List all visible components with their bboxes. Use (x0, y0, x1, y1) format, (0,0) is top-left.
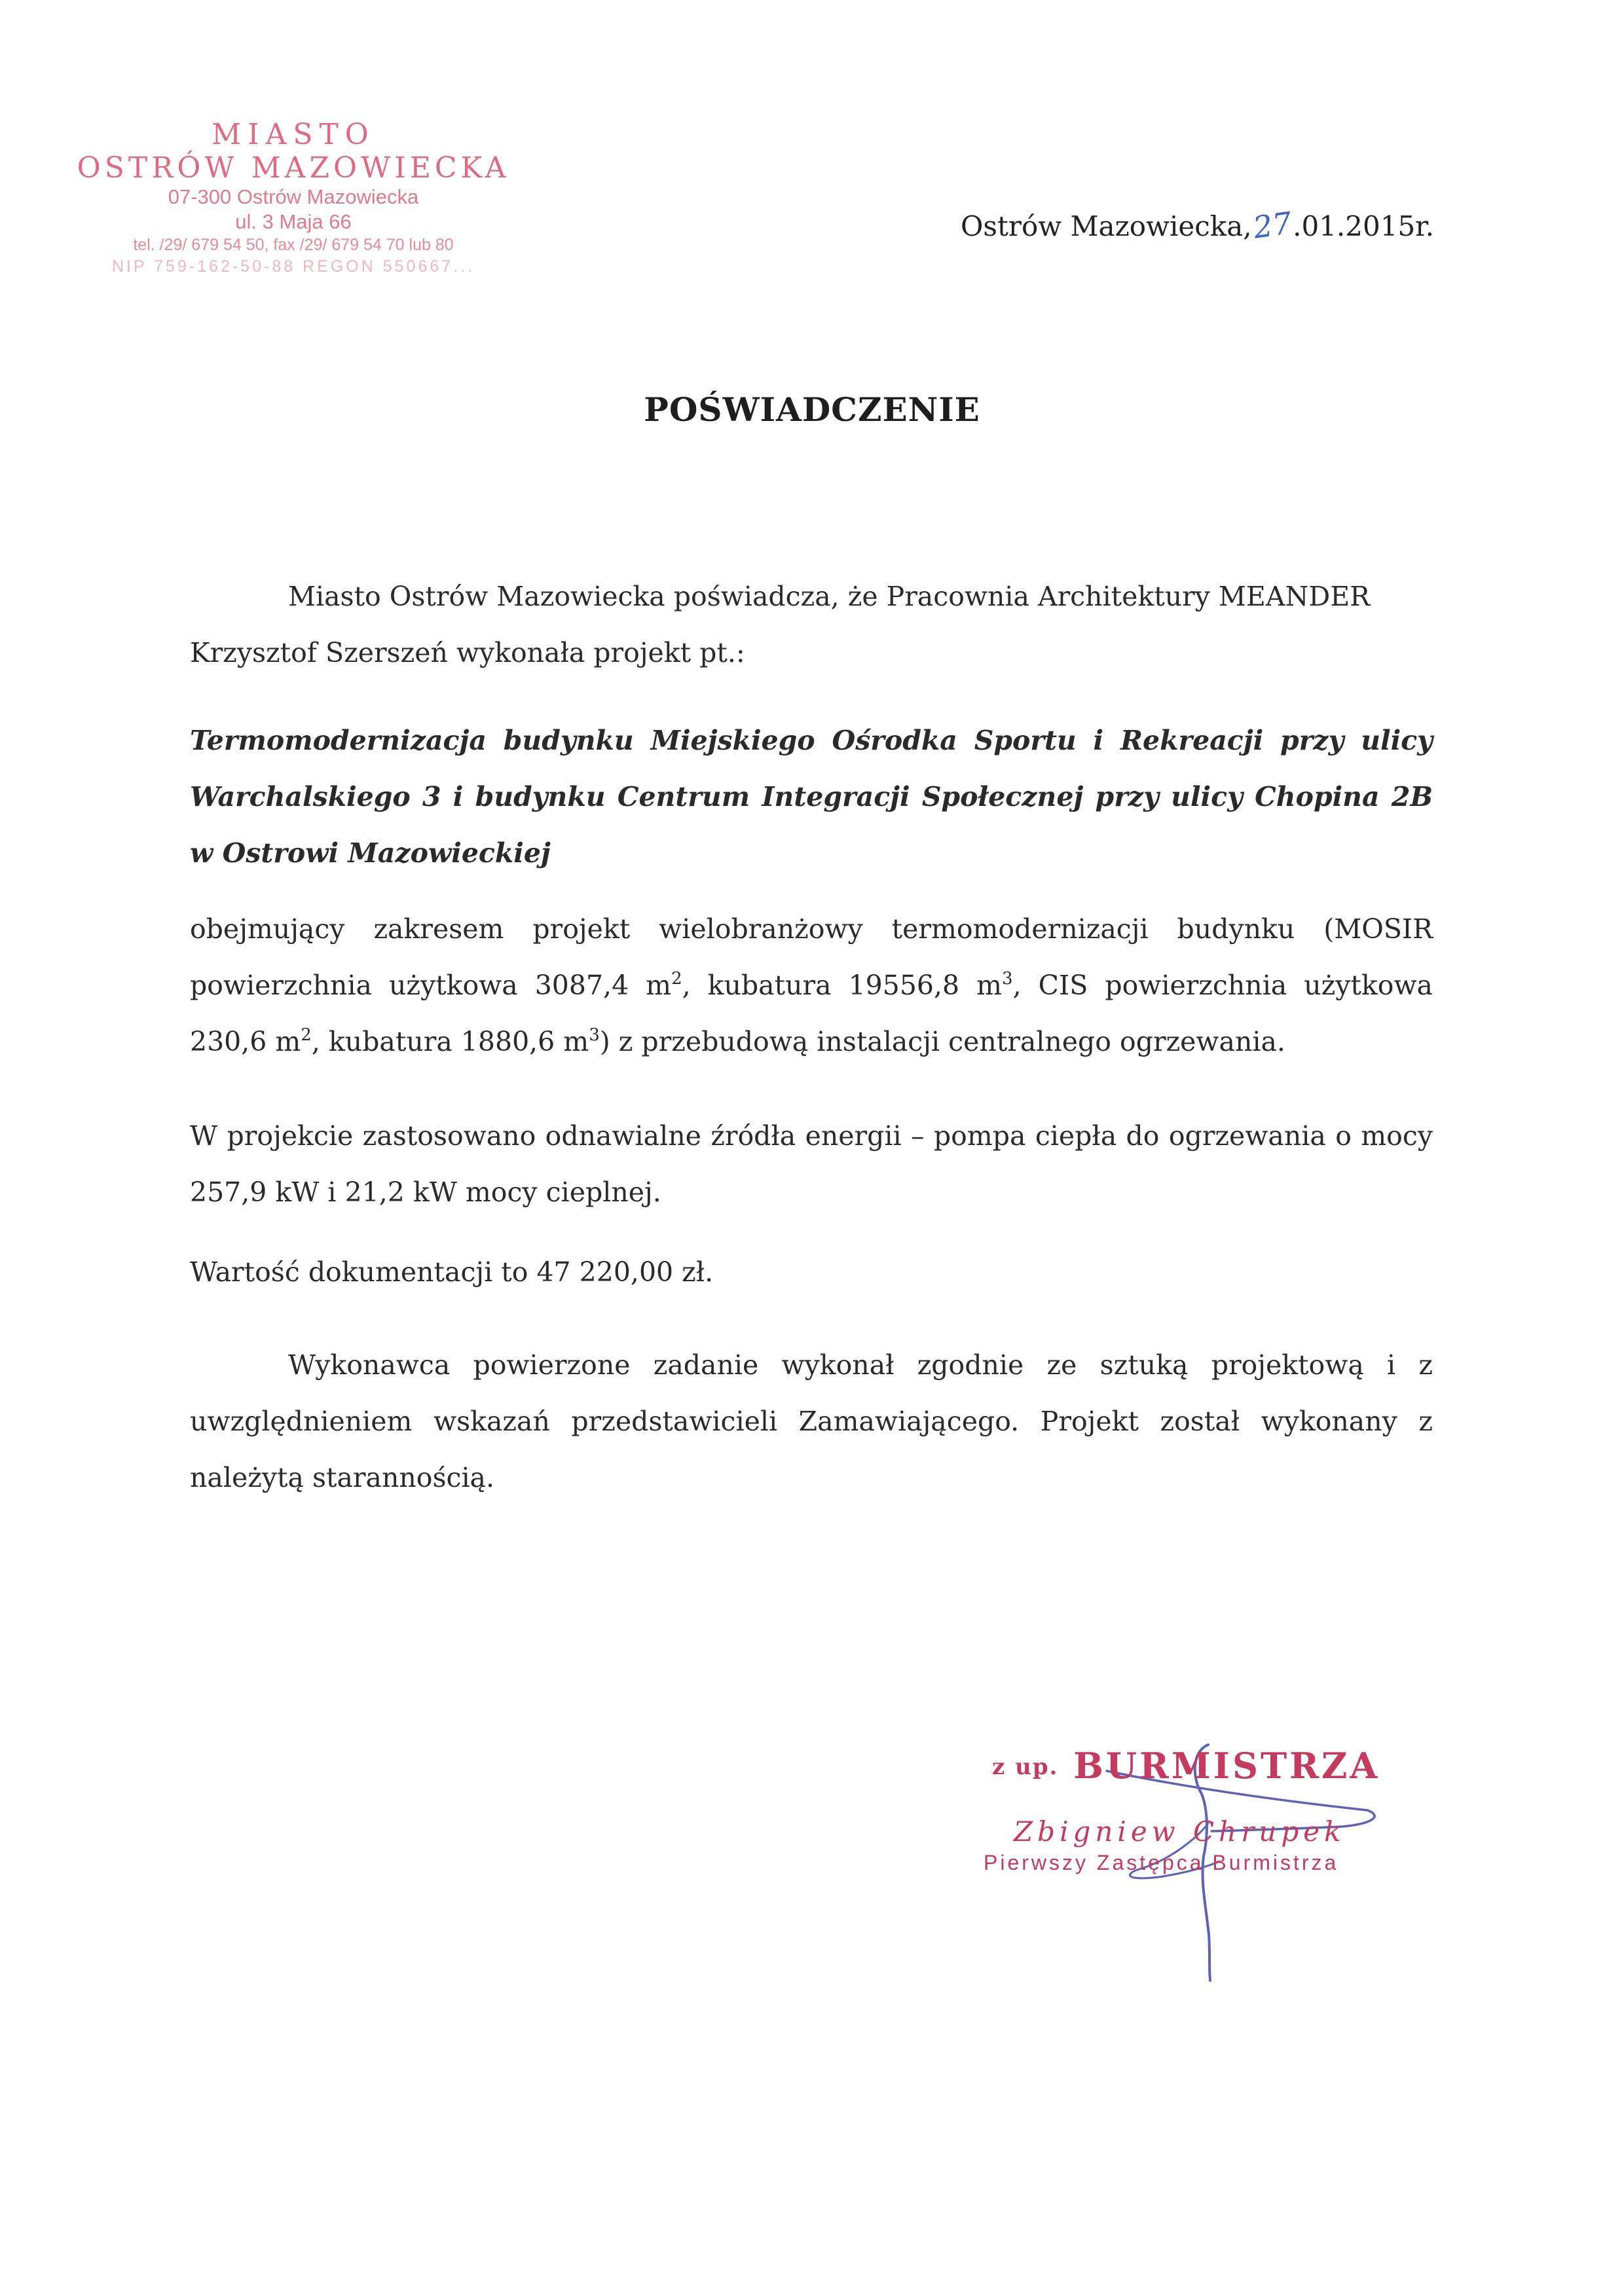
document-title: POŚWIADCZENIE (644, 390, 980, 429)
signatory-name: Zbigniew Chrupek (1014, 1815, 1346, 1848)
date-day-handwritten: 27 (1251, 205, 1294, 246)
signatory-role: Pierwszy Zastępca Burmistrza (984, 1851, 1339, 1874)
paragraph-scope (190, 901, 1433, 1070)
paragraph-intro (190, 568, 1433, 681)
stamp-postal-address: 07-300 Ostrów Mazowiecka (168, 185, 419, 208)
scope-text-d: , kubatura 1880,6 m (311, 1026, 589, 1057)
paragraph-energy: W projekcie zastosowano odnawialne źródła energii – pompa ciepła do ogrzewania o mocy 257,9 kW i 21,2 kW mocy cieplnej. (190, 1120, 1433, 1208)
scope-text-b: , kubatura 19556,8 m (682, 970, 1003, 1001)
superscript-2: 2 (301, 1025, 312, 1045)
document-date (961, 205, 1434, 246)
stamp-city-name: OSTRÓW MAZOWIECKA (77, 151, 510, 185)
date-month-year: .01.2015r. (1293, 210, 1434, 242)
date-place: Ostrów Mazowiecka, (961, 210, 1252, 242)
signature-authority (992, 1745, 1380, 1787)
city-letterhead-stamp (71, 118, 516, 278)
stamp-street: ul. 3 Maja 66 (235, 210, 352, 233)
paragraph-conclusion: Wykonawca powierzone zadanie wykonał zgodnie ze sztuką projektową i z uwzględnieniem wskazań przedstawicieli Zamawiającego. Projekt został wykonany z należytą starannością. (190, 1349, 1433, 1493)
scope-text-c: , CIS powierzchnia użytkowa 230,6 m (190, 970, 1433, 1057)
scope-text-a: obejmujący zakresem projekt wielobranżowy termomodernizacji budynku (MOSIR powierzchnia użytkowa 3087,4 m (190, 913, 1433, 1001)
superscript-2: 2 (671, 969, 682, 989)
stamp-phone-fax: tel. /29/ 679 54 50, fax /29/ 679 54 70 lub 80 (133, 236, 454, 254)
signature-title: BURMISTRZA (1073, 1745, 1380, 1787)
project-title: Termomodernizacja budynku Miejskiego Ośrodka Sportu i Rekreacji przy ulicy Warchalskiego 3 i budynku Centrum Integracji Społecznej przy ulicy Chopina 2B w Ostrowi Mazowieckiej (190, 725, 1433, 869)
paragraph-intro-line2: Krzysztof Szerszeń wykonała projekt pt.: (190, 637, 745, 668)
stamp-nip-regon: NIP 759-162-50-88 REGON 550667... (111, 257, 475, 276)
stamp-city-word: MIASTO (212, 118, 375, 151)
superscript-3: 3 (1002, 969, 1013, 989)
paragraph-value: Wartość dokumentacji to 47 220,00 zł. (190, 1256, 714, 1288)
superscript-3: 3 (589, 1025, 600, 1045)
signature-prefix: z up. (992, 1754, 1059, 1780)
scope-text-e: ) z przebudową instalacji centralnego ogrzewania. (599, 1026, 1285, 1057)
paragraph-intro-line1: Miasto Ostrów Mazowiecka poświadcza, że Pracownia Architektury MEANDER (288, 581, 1370, 612)
